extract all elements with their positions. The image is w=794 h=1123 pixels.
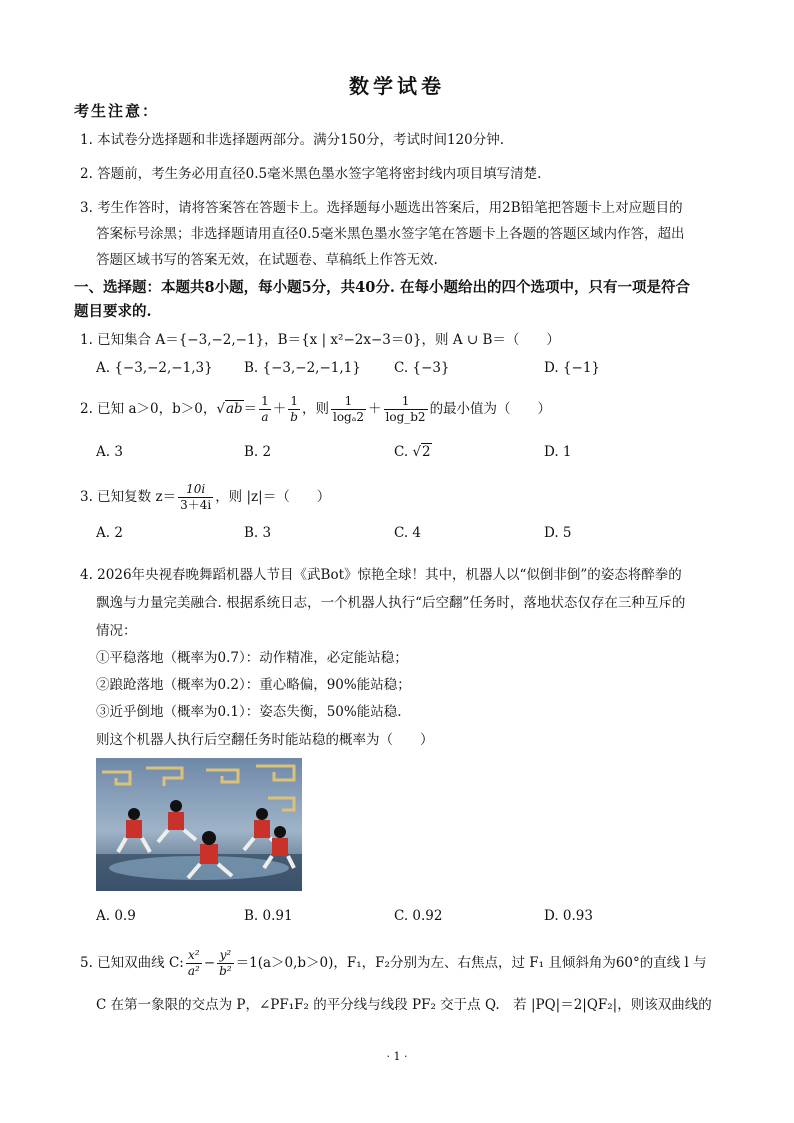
q2-plus-1: ＋ [272, 401, 287, 417]
q2-plus-2: ＋ [368, 401, 382, 417]
question-2-option-d: D. 1 [544, 444, 572, 460]
q5-fraction-1 [186, 948, 202, 979]
question-3-option-a: A. 2 [96, 525, 123, 541]
q2-f4-num: 1 [384, 394, 428, 410]
q5-pre: 5. 已知双曲线 C: [80, 955, 184, 971]
q2-post: 的最小值为（ ） [429, 401, 552, 417]
q2-eq: ＝ [243, 401, 258, 417]
q2-f1-num: 1 [261, 394, 269, 408]
q3-frac-den: 3＋4i [180, 498, 212, 512]
q5-post: ＝1(a＞0,b＞0)，F₁，F₂分别为左、右焦点，过 F₁ 且倾斜角为60°的直线 l 与 [235, 955, 707, 971]
q2-fraction-1 [259, 394, 271, 425]
q2-option-c-sqrt: 2 [422, 444, 431, 460]
q5-minus: − [203, 955, 216, 971]
question-4-line-3: 情况： [96, 623, 137, 639]
question-4-option-a: A. 0.9 [96, 908, 136, 924]
question-4-option-c: C. 0.92 [394, 908, 443, 924]
question-5-line-2: C 在第一象限的交点为 P，∠PF₁F₂ 的平分线与线段 PF₂ 交于点 Q. 若 |PQ|＝2|QF₂|，则该双曲线的 [96, 997, 712, 1013]
q5-f2-den: b² [219, 964, 232, 978]
q2-f2-num: 1 [288, 394, 300, 410]
page-number: · 1 · [386, 1050, 408, 1063]
question-3-stem [80, 482, 330, 513]
question-1-option-c: C. {−3} [394, 360, 450, 376]
question-3-option-d: D. 5 [544, 525, 572, 541]
q5-f2-num: y² [217, 948, 234, 964]
question-1-option-b: B. {−3,−2,−1,1} [244, 360, 361, 376]
question-2-stem: 2. 已知 a＞0，b＞0，√ab＝ $\frac{1}{a}$ ＋ $\frac{1}{b}$ ，则 $\frac{1}{\text{logₐ2}}$ ＋ $\frac{1}{\log\_b2}$ 的最小值为（ ） [80, 394, 552, 424]
q2-fraction-2 [288, 394, 300, 425]
question-4-case-1: ①平稳落地（概率为0.7）：动作精准，必定能站稳； [96, 650, 408, 666]
question-2-option-b: B. 2 [244, 444, 272, 460]
q2-mid: ，则 [301, 401, 329, 417]
q2-option-c-label: C. [394, 444, 413, 460]
robot-dance-illustration [96, 758, 302, 891]
notice-item-1: 1. 本试卷分选择题和非选择题两部分。满分150分，考试时间120分钟. [80, 132, 504, 148]
q3-pre: 3. 已知复数 z＝ [80, 489, 177, 505]
notice-item-2: 2. 答题前，考生务必用直径0.5毫米黑色墨水签字笔将密封线内项目填写清楚. [80, 166, 542, 182]
q2-f3-den: logₐ2 [332, 410, 364, 424]
q5-f1-den: a² [187, 964, 200, 978]
question-4-case-3: ③近乎倒地（概率为0.1）：姿态失衡，50%能站稳. [96, 704, 402, 720]
q3-fraction [178, 482, 213, 513]
q2-sqrt-ab: ab [225, 401, 243, 417]
question-4-option-d: D. 0.93 [544, 908, 593, 924]
robot-dance-photo [96, 758, 302, 891]
q5-f1-num: x² [186, 948, 202, 964]
section-heading-line-1: 一、选择题：本题共8小题，每小题5分，共40分. 在每小题给出的四个选项中，只有一项是符合 [74, 279, 690, 296]
question-2-option-c: C. √2 [394, 444, 431, 460]
question-5-line-1 [80, 948, 707, 979]
q2-f4-den: log_b2 [385, 410, 426, 424]
q3-frac-num: 10i [178, 482, 213, 498]
question-1-option-d: D. {−1} [544, 360, 601, 376]
question-3-option-c: C. 4 [394, 525, 422, 541]
section-heading-line-2: 题目要求的. [74, 303, 152, 320]
q2-pre: 2. 已知 a＞0，b＞0， [80, 401, 217, 417]
q5-fraction-2 [217, 948, 234, 979]
question-1-option-a: A. {−3,−2,−1,3} [96, 360, 213, 376]
page-title: 数学试卷 [349, 74, 445, 98]
q3-post: ，则 |z|＝（ ） [215, 489, 331, 505]
q2-fraction-4 [384, 394, 428, 425]
notice-item-3-line-3: 答题区域书写的答案无效，在试题卷、草稿纸上作答无效. [96, 252, 438, 268]
notice-heading: 考生注意： [74, 102, 160, 120]
question-4-case-2: ②踉跄落地（概率为0.2）：重心略偏，90%能站稳； [96, 677, 411, 693]
q2-fraction-3 [331, 394, 366, 425]
question-4-option-b: B. 0.91 [244, 908, 293, 924]
question-1-stem: 1. 已知集合 A＝{−3,−2,−1}，B＝{x | x²−2x−3＝0}，则 A ∪ B＝（ ） [80, 332, 560, 348]
question-3-option-b: B. 3 [244, 525, 272, 541]
question-2-option-a: A. 3 [96, 444, 123, 460]
notice-item-3-line-2: 答案标号涂黑；非选择题请用直径0.5毫米黑色墨水签字笔在答题卡上各题的答题区域内作答，超出 [96, 226, 685, 242]
q2-f1-den: a [261, 410, 269, 424]
q2-f3-num: 1 [331, 394, 366, 410]
question-4-ask: 则这个机器人执行后空翻任务时能站稳的概率为（ ） [96, 732, 434, 748]
question-4-line-1: 4. 2026年央视春晚舞蹈机器人节目《武Bot》惊艳全球！其中，机器人以“似倒非倒”的姿态将醉拳的 [80, 567, 682, 583]
notice-item-3-line-1: 3. 考生作答时，请将答案答在答题卡上。选择题每小题选出答案后，用2B铅笔把答题卡上对应题目的 [80, 200, 683, 216]
question-4-line-2: 飘逸与力量完美融合. 根据系统日志，一个机器人执行“后空翻”任务时，落地状态仅存在三种互斥的 [96, 595, 686, 611]
q2-f2-den: b [290, 410, 298, 424]
